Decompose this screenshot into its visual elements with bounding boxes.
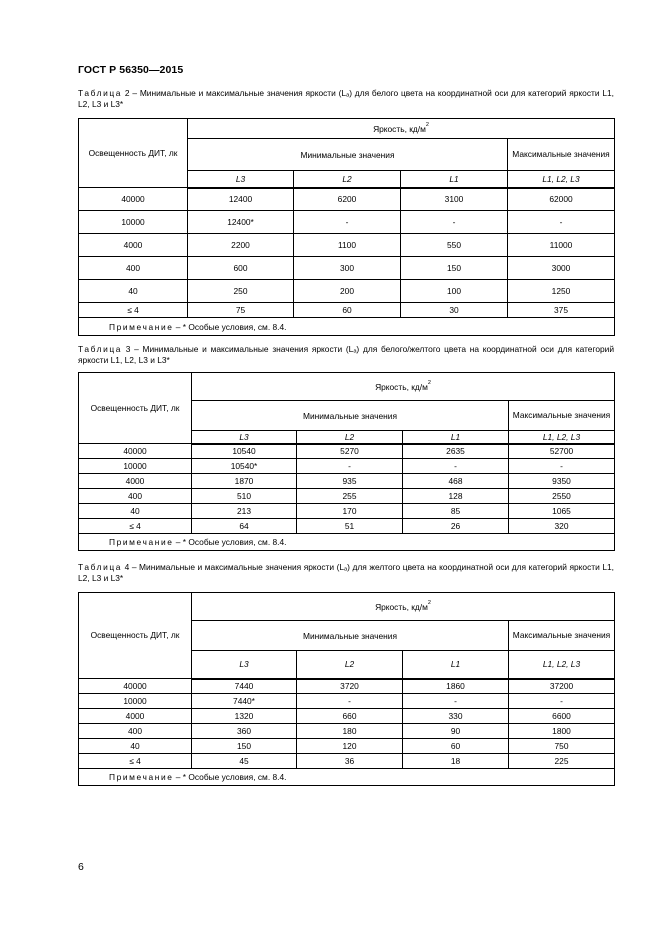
cell: 40 [79,739,192,754]
table-row [79,679,615,694]
cell: 12400 [188,188,294,211]
cell: 40 [79,504,192,519]
cell: 40000 [79,444,192,459]
cell: 935 [297,474,403,489]
cell: - [508,211,615,234]
cell: 250 [188,280,294,303]
subheader-l1: L1 [401,171,508,188]
subheader-l2: L2 [297,651,403,679]
cell: 550 [401,234,508,257]
cell: 11000 [508,234,615,257]
cell: 10000 [79,459,192,474]
cell: - [297,459,403,474]
col-header-max-values: Максимальные значения [509,621,615,651]
cell: 30 [401,303,508,318]
cell: - [294,211,401,234]
cell: 37200 [509,679,615,694]
table-row [79,754,615,769]
table-row [79,188,615,211]
cell: 1800 [509,724,615,739]
table-note: Примечание – * Особые условия, см. 8.4. [79,318,615,336]
cell: 40000 [79,679,192,694]
table-row [79,459,615,474]
table-row [79,280,615,303]
caption-word: Таблица [78,344,123,354]
cell: 200 [294,280,401,303]
cell: 10540 [192,444,297,459]
cell: 1870 [192,474,297,489]
cell: 45 [192,754,297,769]
cell: 4000 [79,474,192,489]
cell: 36 [297,754,403,769]
cell: 400 [79,257,188,280]
col-header-illuminance: Освещенность ДИТ, лк [79,373,192,444]
caption-word: Таблица [78,562,123,572]
cell: 1250 [508,280,615,303]
cell: 60 [294,303,401,318]
cell: - [509,694,615,709]
cell: 1860 [403,679,509,694]
col-header-luminance: Яркость, $кд/м^2$ [188,119,615,139]
cell: 7440* [192,694,297,709]
cell: ≤ 4 [79,754,192,769]
table-4 [78,592,615,786]
cell: 85 [403,504,509,519]
cell: 4000 [79,709,192,724]
cell: 510 [192,489,297,504]
cell: 1320 [192,709,297,724]
cell: - [509,459,615,474]
table-row [79,504,615,519]
table-row [79,694,615,709]
cell: - [403,694,509,709]
cell: 150 [192,739,297,754]
cell: 10000 [79,211,188,234]
cell: 100 [401,280,508,303]
cell: 3100 [401,188,508,211]
cell: 62000 [508,188,615,211]
cell: 9350 [509,474,615,489]
table-row [79,489,615,504]
subheader-l3: L3 [192,651,297,679]
cell: 90 [403,724,509,739]
cell: 40000 [79,188,188,211]
cell: 660 [297,709,403,724]
cell: 5270 [297,444,403,459]
subheader-all: L1, L2, L3 [508,171,615,188]
cell: 255 [297,489,403,504]
subheader-l1: L1 [403,431,509,444]
table-row [79,444,615,459]
subheader-l1: L1 [403,651,509,679]
table-row [79,234,615,257]
cell: - [297,694,403,709]
subheader-all: L1, L2, L3 [509,431,615,444]
col-header-illuminance: Освещенность ДИТ, лк [79,119,188,188]
cell: 60 [403,739,509,754]
cell: 2200 [188,234,294,257]
cell: - [403,459,509,474]
cell: 120 [297,739,403,754]
cell: 18 [403,754,509,769]
cell: 75 [188,303,294,318]
cell: 213 [192,504,297,519]
cell: 400 [79,489,192,504]
table-row [79,474,615,489]
cell: 10540* [192,459,297,474]
table-row [79,709,615,724]
cell: 64 [192,519,297,534]
caption-text: 2 – Минимальные и максимальные значения яркости (Lₐ) для белого цвета на координатной оси для категорий яркости L1, L2, L3 и L3* [78,88,614,109]
table-4-caption [78,562,614,584]
subheader-l3: L3 [188,171,294,188]
table-3 [78,372,615,551]
caption-word: Таблица [78,88,123,98]
table-row [79,724,615,739]
cell: 330 [403,709,509,724]
cell: 1065 [509,504,615,519]
cell: 400 [79,724,192,739]
cell: 10000 [79,694,192,709]
col-header-min-values: Минимальные значения [188,139,508,171]
table-2-caption [78,88,614,110]
cell: 12400* [188,211,294,234]
subheader-all: L1, L2, L3 [509,651,615,679]
page-number: 6 [78,861,84,873]
cell: 225 [509,754,615,769]
cell: 600 [188,257,294,280]
standard-code: ГОСТ Р 56350—2015 [78,64,184,76]
cell: 3000 [508,257,615,280]
col-header-illuminance: Освещенность ДИТ, лк [79,593,192,679]
cell: 6200 [294,188,401,211]
col-header-luminance: Яркость, $кд/м^2$ [192,373,615,401]
cell: 2635 [403,444,509,459]
table-2 [78,118,615,336]
table-row [79,211,615,234]
table-row [79,257,615,280]
table-row [79,303,615,318]
cell: 6600 [509,709,615,724]
cell: ≤ 4 [79,303,188,318]
cell: 128 [403,489,509,504]
caption-text: 3 – Минимальные и максимальные значения яркости (Lₐ) для белого/желтого цвета на координатной оси для категорий яркости L1, L2, L3 и L3* [78,344,614,365]
cell: 170 [297,504,403,519]
col-header-min-values: Минимальные значения [192,621,509,651]
subheader-l3: L3 [192,431,297,444]
cell: 1100 [294,234,401,257]
cell: 468 [403,474,509,489]
col-header-luminance: Яркость, $кд/м^2$ [192,593,615,621]
cell: 26 [403,519,509,534]
cell: 40 [79,280,188,303]
subheader-l2: L2 [294,171,401,188]
table-row [79,739,615,754]
cell: 320 [509,519,615,534]
cell: 3720 [297,679,403,694]
table-3-caption [78,344,614,366]
cell: 51 [297,519,403,534]
cell: 375 [508,303,615,318]
cell: 360 [192,724,297,739]
table-note: Примечание – * Особые условия, см. 8.4. [79,534,615,551]
cell: 750 [509,739,615,754]
cell: 150 [401,257,508,280]
caption-text: 4 – Минимальные и максимальные значения яркости (Lₐ) для желтого цвета на координатной оси для категорий яркости L1, L2, L3 и L3* [78,562,614,583]
col-header-max-values: Максимальные значения [508,139,615,171]
cell: 52700 [509,444,615,459]
subheader-l2: L2 [297,431,403,444]
cell: ≤ 4 [79,519,192,534]
cell: 7440 [192,679,297,694]
table-row [79,519,615,534]
cell: 2550 [509,489,615,504]
cell: 300 [294,257,401,280]
table-note: Примечание – * Особые условия, см. 8.4. [79,769,615,786]
cell: 4000 [79,234,188,257]
cell: 180 [297,724,403,739]
cell: - [401,211,508,234]
col-header-min-values: Минимальные значения [192,401,509,431]
col-header-max-values: Максимальные значения [509,401,615,431]
